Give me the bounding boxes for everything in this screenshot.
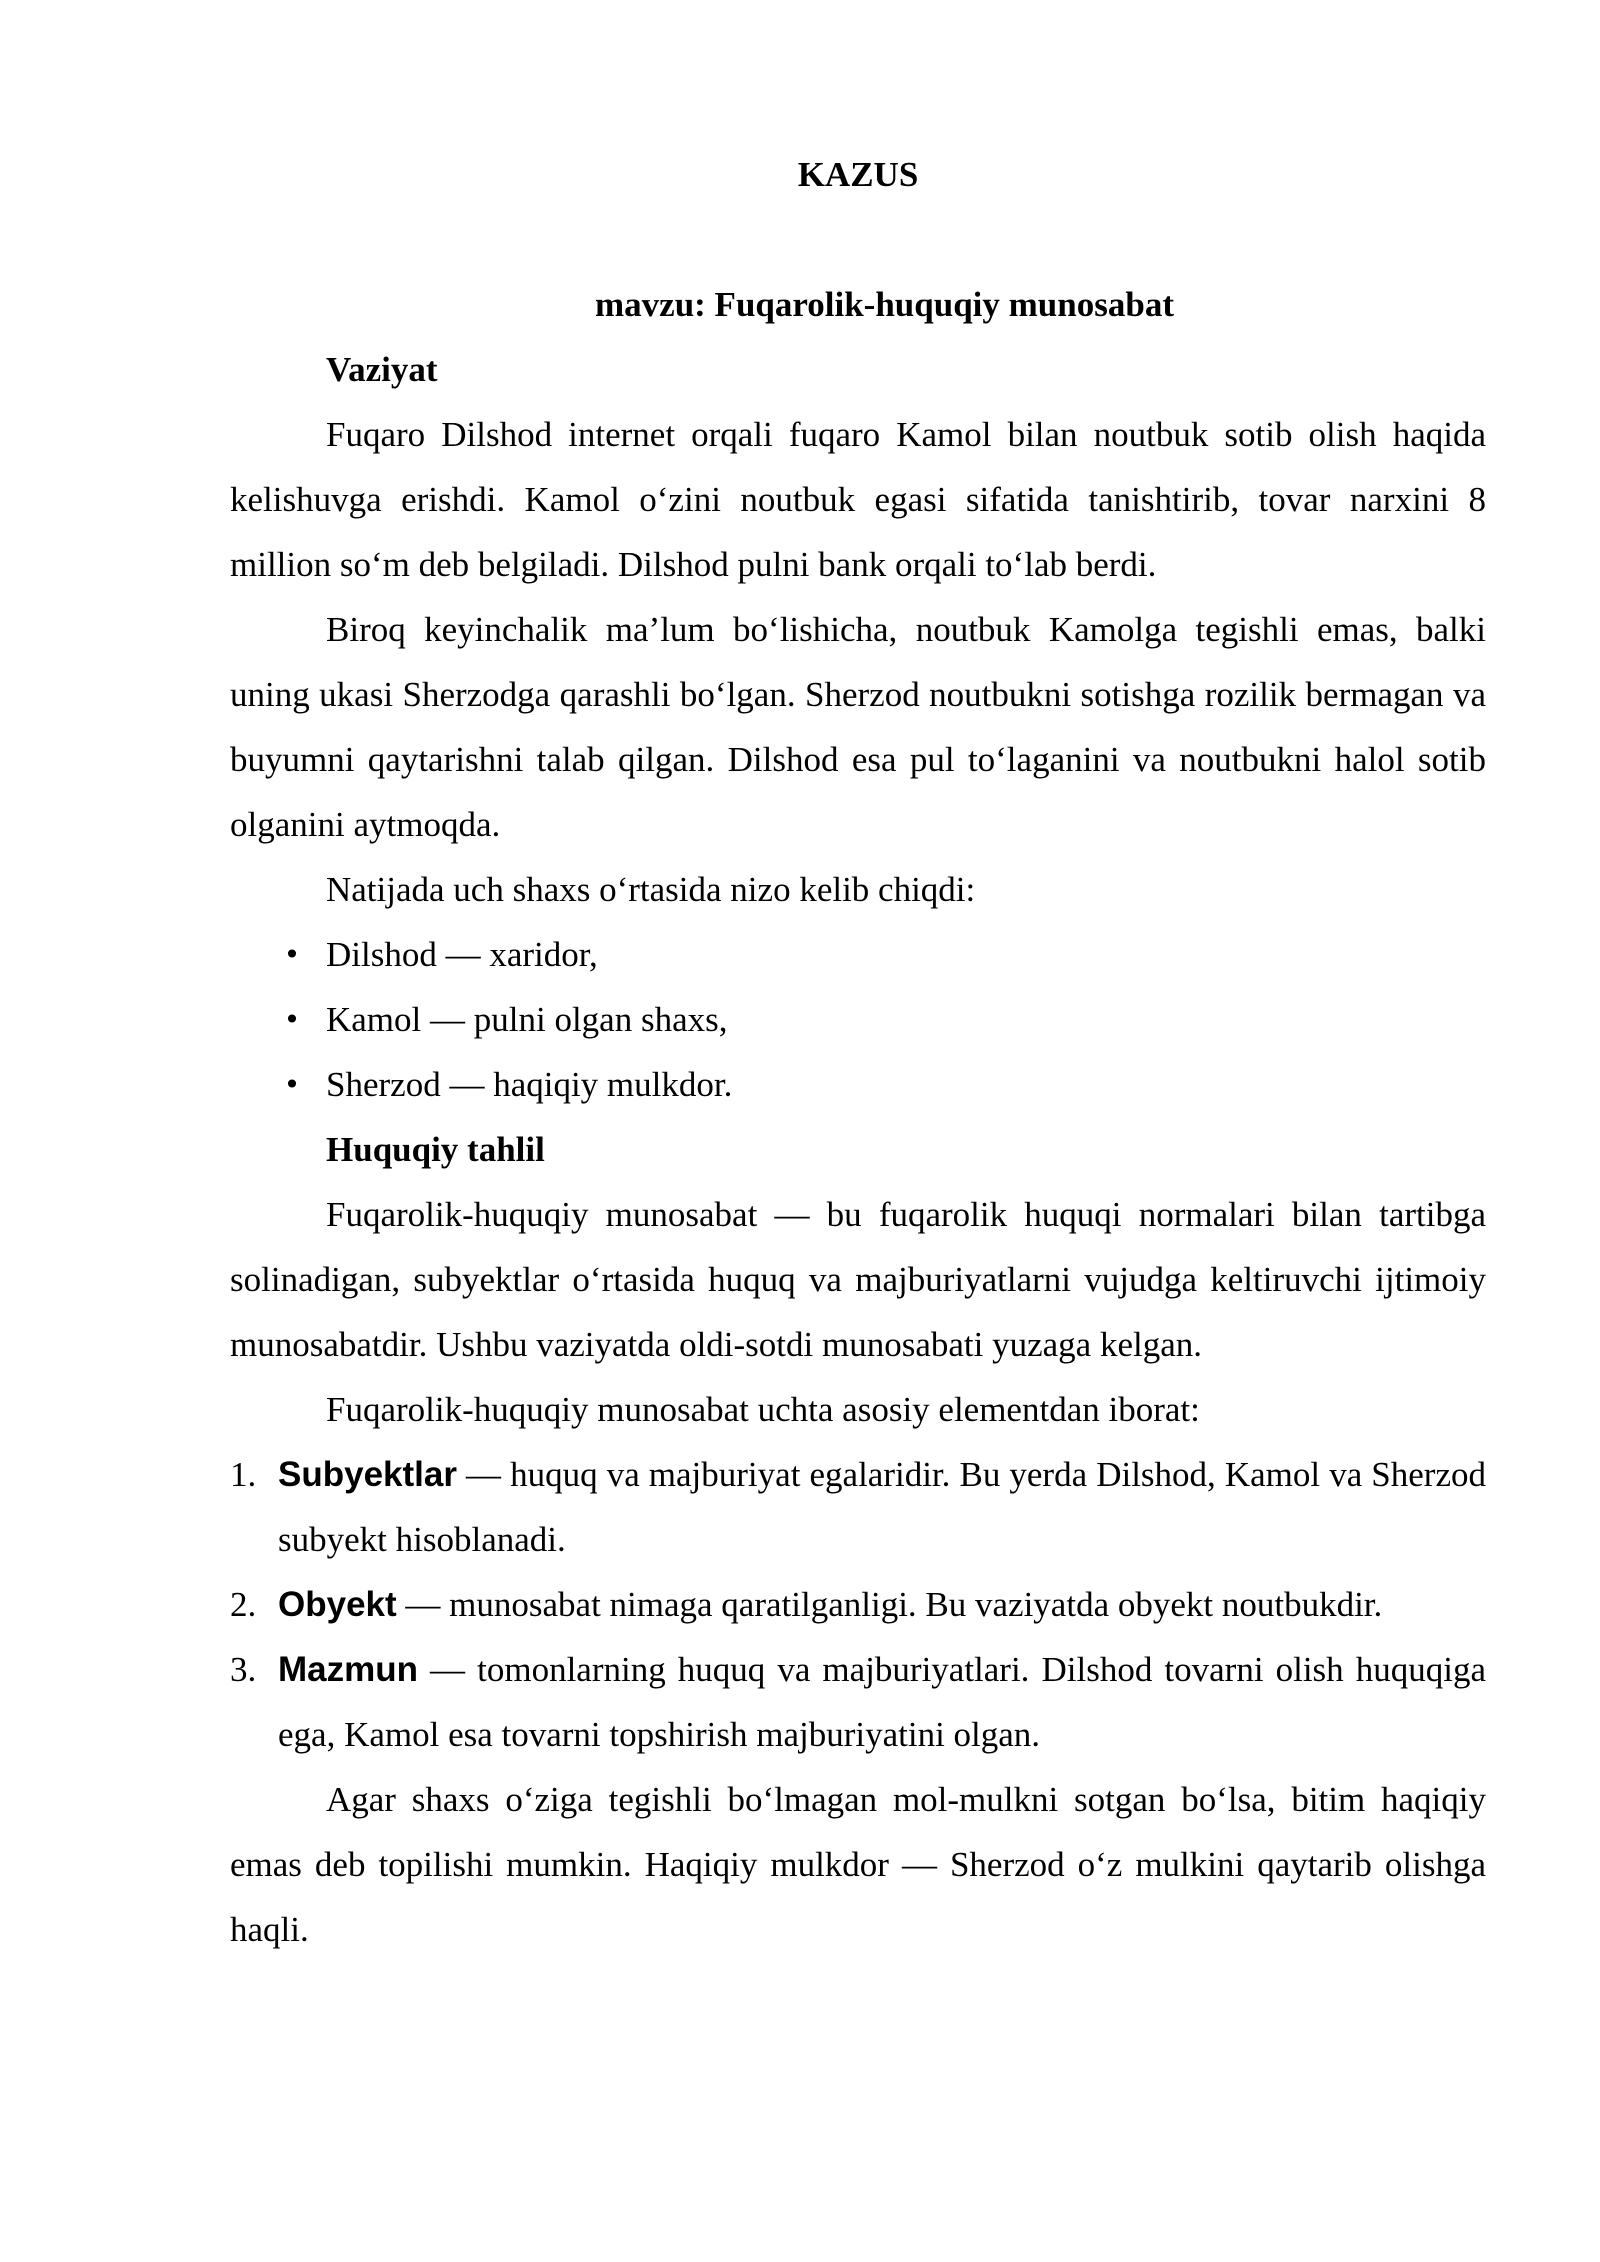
numbered-item: [230, 1572, 1486, 1637]
elements-list: [230, 1442, 1486, 1767]
item-text: — tomonlarning huquq va majburiyatlari. Dilshod tovarni olish huquqiga ega, Kamol esa tovarni topshirish majburiyatini olgan.: [278, 1650, 1486, 1754]
list-item: [230, 922, 1486, 987]
situation-paragraph-2: Biroq keyinchalik ma’lum bo‘lishicha, noutbuk Kamolga tegishli emas, balki uning ukasi Sherzodga qarashli bo‘lgan. Sherzod noutbukni sotishga rozilik bermagan va buyumni qaytarishni talab qilgan. Dilshod esa pul to‘laganini va noutbukni halol sotib olganini aytmoqda.: [230, 610, 1486, 844]
item-content: [278, 1650, 1486, 1754]
item-number: 3.: [230, 1650, 257, 1689]
list-item: [230, 1052, 1486, 1117]
list-item-text: Dilshod — xaridor,: [326, 935, 598, 974]
item-term: Mazmun: [278, 1650, 418, 1689]
document-subject: mavzu: Fuqarolik-huquqiy munosabat: [595, 285, 1174, 324]
item-content: [278, 1455, 1486, 1559]
section-heading-situation: Vaziyat: [326, 350, 438, 389]
list-item: [230, 987, 1486, 1052]
item-text: — munosabat nimaga qaratilganligi. Bu vaziyatda obyekt noutbukdir.: [396, 1585, 1383, 1624]
parties-list: [230, 922, 1486, 1117]
situation-paragraph-3: Natijada uch shaxs o‘rtasida nizo kelib chiqdi:: [326, 870, 976, 909]
closing-paragraph: Agar shaxs o‘ziga tegishli bo‘lmagan mol-mulkni sotgan bo‘lsa, bitim haqiqiy emas deb topilishi mumkin. Haqiqiy mulkdor — Sherzod o‘z mulkini qaytarib olishga haqli.: [230, 1780, 1486, 1949]
item-term: Obyekt: [278, 1585, 397, 1624]
item-term: Subyektlar: [278, 1455, 457, 1494]
item-number: 1.: [230, 1455, 257, 1494]
numbered-item: [230, 1442, 1486, 1572]
bullet-icon: •: [283, 938, 301, 971]
document-content: [230, 337, 1486, 1962]
situation-paragraph-1: Fuqaro Dilshod internet orqali fuqaro Kamol bilan noutbuk sotib olish haqida kelishuvga erishdi. Kamol o‘zini noutbuk egasi sifatida tanishtirib, tovar narxini 8 million so‘m deb belgiladi. Dilshod pulni bank orqali to‘lab berdi.: [230, 415, 1486, 584]
list-item-text: Sherzod — haqiqiy mulkdor.: [326, 1065, 733, 1104]
analysis-paragraph-2: Fuqarolik-huquqiy munosabat uchta asosiy elementdan iborat:: [326, 1390, 1200, 1429]
item-text: — huquq va majburiyat egalaridir. Bu yerda Dilshod, Kamol va Sherzod subyekt hisoblanadi.: [278, 1455, 1486, 1559]
bullet-icon: •: [283, 1068, 301, 1101]
numbered-item: [230, 1637, 1486, 1767]
item-number: 2.: [230, 1585, 257, 1624]
item-content: [278, 1585, 1382, 1624]
list-item-text: Kamol — pulni olgan shaxs,: [326, 1000, 728, 1039]
document-title: KAZUS: [797, 155, 919, 194]
analysis-paragraph-1: Fuqarolik-huquqiy munosabat — bu fuqarolik huquqi normalari bilan tartibga solinadigan, subyektlar o‘rtasida huquq va majburiyatlarni vujudga keltiruvchi ijtimoiy munosabatdir. Ushbu vaziyatda oldi-sotdi munosabati yuzaga kelgan.: [230, 1195, 1486, 1364]
section-heading-analysis: Huquqiy tahlil: [326, 1130, 545, 1169]
bullet-icon: •: [283, 1003, 301, 1036]
